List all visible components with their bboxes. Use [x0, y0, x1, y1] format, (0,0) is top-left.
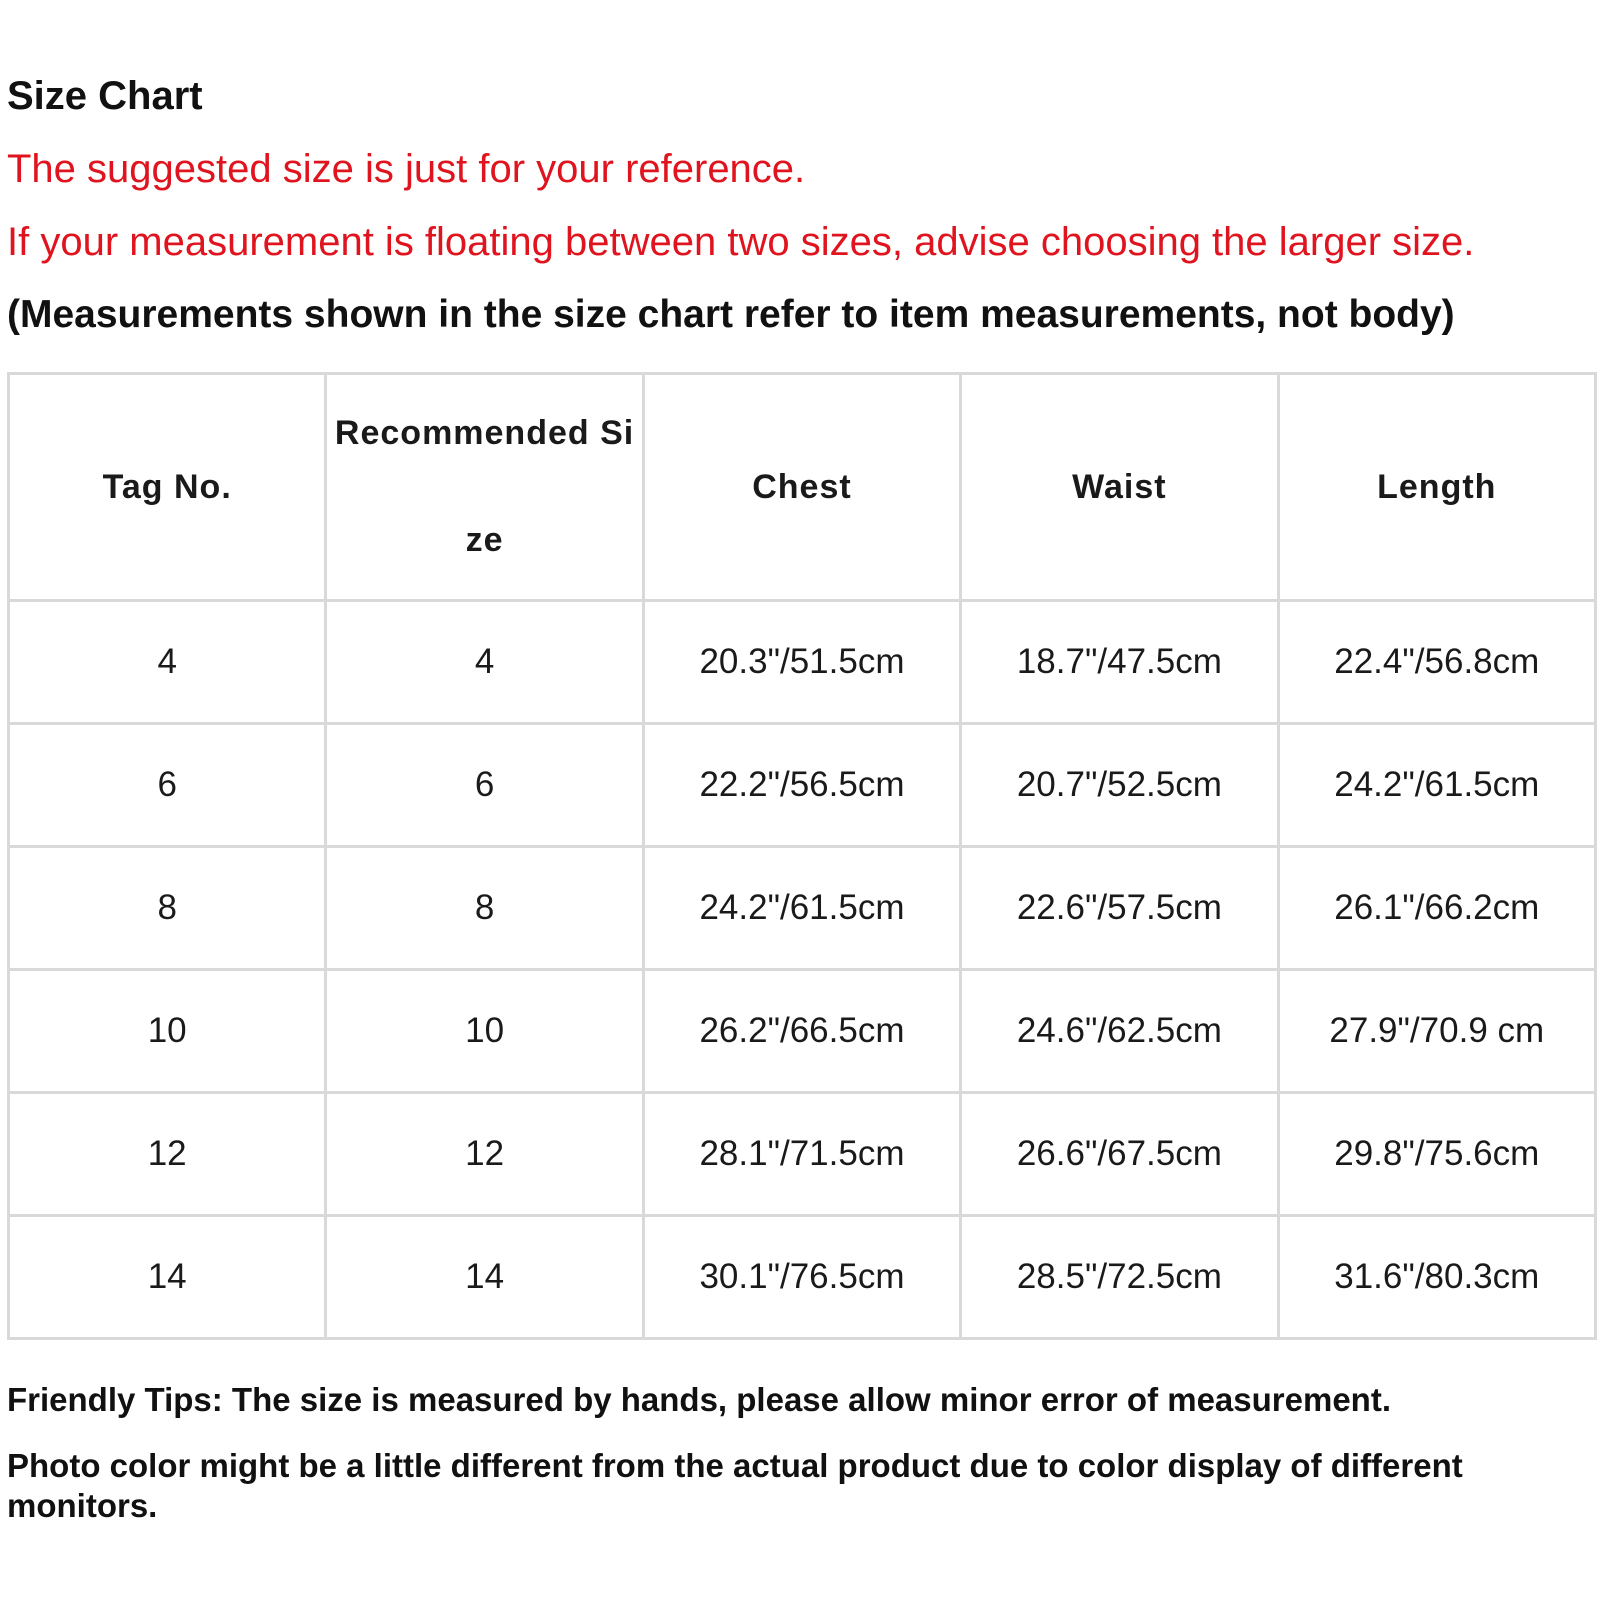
waist-cell: 28.5"/72.5cm	[961, 1216, 1278, 1339]
waist-cell: 24.6"/62.5cm	[961, 970, 1278, 1093]
column-header-chest: Chest	[643, 374, 960, 601]
length-cell: 24.2"/61.5cm	[1278, 724, 1595, 847]
length-cell: 22.4"/56.8cm	[1278, 601, 1595, 724]
chest-cell: 22.2"/56.5cm	[643, 724, 960, 847]
tag-no-cell: 12	[9, 1093, 326, 1216]
length-cell: 27.9"/70.9 cm	[1278, 970, 1595, 1093]
waist-cell: 22.6"/57.5cm	[961, 847, 1278, 970]
measurement-note: (Measurements shown in the size chart refer to item measurements, not body)	[7, 293, 1455, 336]
size-advice-notice: If your measurement is floating between two sizes, advise choosing the larger size.	[7, 220, 1475, 264]
recommended-size-cell: 6	[326, 724, 643, 847]
recommended-size-cell: 4	[326, 601, 643, 724]
column-header-recommended-size	[326, 374, 643, 601]
chest-cell: 26.2"/66.5cm	[643, 970, 960, 1093]
column-header-waist: Waist	[961, 374, 1278, 601]
waist-cell: 26.6"/67.5cm	[961, 1093, 1278, 1216]
photo-color-note: Photo color might be a little different from the actual product due to color display of different monitors.	[7, 1447, 1463, 1524]
length-cell: 31.6"/80.3cm	[1278, 1216, 1595, 1339]
page-title: Size Chart	[7, 74, 203, 118]
column-header-tag-no: Tag No.	[9, 374, 326, 601]
table-row	[9, 1093, 1596, 1216]
recommended-size-cell: 8	[326, 847, 643, 970]
chest-cell: 20.3"/51.5cm	[643, 601, 960, 724]
chest-cell: 24.2"/61.5cm	[643, 847, 960, 970]
length-cell: 29.8"/75.6cm	[1278, 1093, 1595, 1216]
tag-no-cell: 4	[9, 601, 326, 724]
recommended-size-label: Recommended Size	[334, 414, 635, 559]
column-header-length: Length	[1278, 374, 1595, 601]
table-row	[9, 724, 1596, 847]
recommended-size-cell: 14	[326, 1216, 643, 1339]
chest-cell: 28.1"/71.5cm	[643, 1093, 960, 1216]
chest-cell: 30.1"/76.5cm	[643, 1216, 960, 1339]
tag-no-cell: 14	[9, 1216, 326, 1339]
table-row	[9, 1216, 1596, 1339]
recommended-size-cell: 12	[326, 1093, 643, 1216]
table-row	[9, 601, 1596, 724]
friendly-tips: Friendly Tips: The size is measured by hands, please allow minor error of measurement.	[7, 1381, 1391, 1418]
table-header-row	[9, 374, 1596, 601]
reference-notice: The suggested size is just for your reference.	[7, 147, 806, 191]
size-table	[7, 372, 1597, 1340]
waist-cell: 18.7"/47.5cm	[961, 601, 1278, 724]
tag-no-cell: 6	[9, 724, 326, 847]
tag-no-cell: 10	[9, 970, 326, 1093]
table-row	[9, 970, 1596, 1093]
table-row	[9, 847, 1596, 970]
length-cell: 26.1"/66.2cm	[1278, 847, 1595, 970]
waist-cell: 20.7"/52.5cm	[961, 724, 1278, 847]
tag-no-cell: 8	[9, 847, 326, 970]
recommended-size-cell: 10	[326, 970, 643, 1093]
